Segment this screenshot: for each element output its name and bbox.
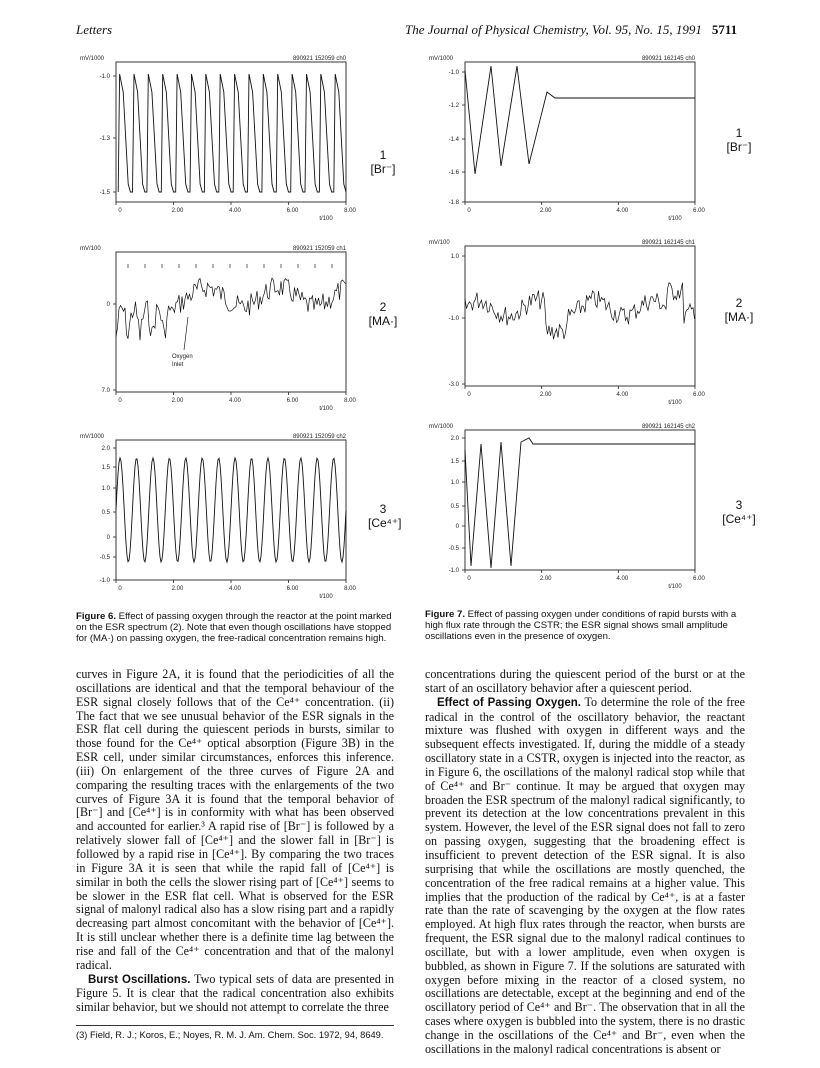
y-tick-label: -1.0 bbox=[448, 568, 459, 574]
left-column bbox=[76, 668, 394, 1015]
running-header-journal bbox=[405, 22, 737, 38]
running-header-section: Letters bbox=[76, 22, 113, 37]
fig7-label-br-num: 1 bbox=[735, 126, 743, 140]
trace-id-label: 890921 152059 ch0 bbox=[292, 56, 346, 62]
trace-id-label: 890921 152059 ch2 bbox=[292, 434, 346, 440]
y-tick-label: -1.6 bbox=[448, 170, 459, 176]
x-tick-label: 6.00 bbox=[286, 208, 299, 214]
y-tick-label: 2.0 bbox=[101, 446, 110, 452]
x-unit-label: t/100 bbox=[668, 584, 682, 590]
ma-trace bbox=[465, 283, 695, 340]
x-tick-label: 2.00 bbox=[171, 208, 184, 214]
corner-unit-label: mV/1000 bbox=[80, 56, 105, 62]
burst-text: Two typical sets of data are presented in Figure 5. It is clear that the radical concentration also exhibits similar behavior, but we should not attempt to correlate the three bbox=[76, 971, 394, 1015]
trace-id-label: 890921 162145 ch1 bbox=[641, 240, 695, 246]
ce-trace bbox=[465, 438, 695, 568]
y-tick-label: 0.5 bbox=[101, 510, 110, 516]
fig6-panel-br bbox=[76, 52, 366, 224]
plot-frame bbox=[465, 246, 695, 386]
y-tick-label: 1.0 bbox=[101, 486, 110, 492]
x-tick-label: 6.00 bbox=[693, 576, 705, 582]
y-tick-label: -1.2 bbox=[448, 103, 459, 109]
x-tick-label: 0 bbox=[118, 586, 122, 592]
corner-unit-label: mV/100 bbox=[429, 240, 450, 246]
fig6-label-br-text: [Br⁻] bbox=[370, 162, 396, 176]
corner-unit-label: mV/100 bbox=[80, 246, 101, 252]
x-tick-label: 2.00 bbox=[539, 208, 552, 214]
fig6-label-ce-text: [Ce⁴⁺] bbox=[368, 516, 402, 530]
trace-id-label: 890921 152059 ch1 bbox=[292, 246, 346, 252]
y-tick-label: 0 bbox=[106, 535, 110, 541]
trace-id-label: 890921 162145 ch0 bbox=[641, 56, 695, 62]
effect-paragraph bbox=[425, 696, 745, 1057]
y-tick-label: 1.5 bbox=[450, 459, 459, 465]
br-trace bbox=[465, 66, 695, 174]
x-tick-label: 4.00 bbox=[229, 398, 241, 404]
x-tick-label: 4.00 bbox=[616, 208, 629, 214]
y-tick-label: 0 bbox=[106, 302, 110, 308]
y-tick-label: -1.8 bbox=[448, 200, 459, 206]
y-tick-label: 0 bbox=[455, 524, 459, 530]
x-tick-label: 6.00 bbox=[693, 392, 705, 398]
journal-citation: The Journal of Physical Chemistry, Vol. 95, No. 15, 1991 bbox=[405, 22, 702, 37]
y-tick-label: -1.0 bbox=[99, 578, 110, 584]
plot-frame bbox=[465, 62, 695, 202]
fig6-label-br bbox=[368, 148, 398, 176]
burst-heading: Burst Oscillations. bbox=[88, 973, 191, 986]
y-tick-label: -1.0 bbox=[448, 316, 459, 322]
y-tick-label: -0.5 bbox=[99, 555, 110, 561]
x-tick-label: 4.00 bbox=[616, 576, 629, 582]
corner-unit-label: mV/1000 bbox=[80, 434, 105, 440]
x-unit-label: t/100 bbox=[668, 216, 682, 222]
fig7-label-ce bbox=[722, 498, 756, 526]
x-tick-label: 0 bbox=[118, 398, 122, 404]
fig6-label-ma bbox=[368, 300, 398, 328]
x-tick-label: 0 bbox=[467, 576, 471, 582]
corner-unit-label: mV/1000 bbox=[429, 56, 454, 62]
trace-id-label: 890921 162145 ch2 bbox=[641, 424, 695, 430]
fig6-caption-text: Effect of passing oxygen through the reactor at the point marked on the ESR spectrum (2). Note that even though oscillations have stopped for (MA·) on passing oxygen, the free-radical concentration remains high. bbox=[76, 611, 392, 645]
x-tick-label: 0 bbox=[467, 392, 471, 398]
plot-frame bbox=[465, 430, 695, 570]
fig6-panel-ce bbox=[76, 430, 366, 602]
fig7-label-ce-text: [Ce⁴⁺] bbox=[722, 512, 756, 526]
x-tick-label: 8.00 bbox=[344, 586, 356, 592]
right-intro: concentrations during the quiescent period of the burst or at the start of an oscillatory behavior after a quiescent period. bbox=[425, 667, 745, 695]
plot-frame bbox=[116, 252, 346, 392]
fig6-panel-ma bbox=[76, 242, 366, 414]
x-tick-label: 6.00 bbox=[693, 208, 705, 214]
x-unit-label: t/100 bbox=[319, 406, 333, 412]
y-tick-label: 1.0 bbox=[450, 480, 459, 486]
oxygen-annotation: Inlet bbox=[172, 362, 184, 368]
y-tick-label: -1.0 bbox=[99, 74, 110, 80]
fig6-label-ce-num: 3 bbox=[379, 502, 387, 516]
fig7-panel-br bbox=[425, 52, 715, 224]
x-tick-label: 4.00 bbox=[229, 208, 241, 214]
burst-paragraph bbox=[76, 973, 394, 1016]
fig6-label-ce bbox=[368, 502, 402, 530]
y-tick-label: -1.4 bbox=[448, 137, 459, 143]
br-trace bbox=[118, 74, 346, 192]
effect-heading: Effect of Passing Oxygen. bbox=[437, 696, 581, 709]
footnote-reference: (3) Field, R. J.; Koros, E.; Noyes, R. M. J. Am. Chem. Soc. 1972, 94, 8649. bbox=[76, 1030, 384, 1040]
y-tick-label: -0.5 bbox=[448, 546, 459, 552]
y-tick-label: -1.3 bbox=[99, 136, 110, 142]
x-tick-label: 8.00 bbox=[344, 398, 356, 404]
x-tick-label: 2.00 bbox=[539, 576, 552, 582]
x-tick-label: 2.00 bbox=[171, 586, 184, 592]
fig6-caption bbox=[76, 611, 394, 645]
fig7-label-ma-num: 2 bbox=[735, 296, 743, 310]
y-tick-label: -1.0 bbox=[448, 70, 459, 76]
fig7-label-ce-num: 3 bbox=[735, 498, 743, 512]
x-tick-label: 4.00 bbox=[616, 392, 629, 398]
x-tick-label: 4.00 bbox=[229, 586, 241, 592]
fig6-label-ma-num: 2 bbox=[379, 300, 387, 314]
fig6-label-br-num: 1 bbox=[379, 148, 387, 162]
effect-text: To determine the role of the free radical in the control of the oscillatory behavior, the reactant mixture was flushed with oxygen in different ways and the subsequent effects investigated. If, during the middle of a steady oscillatory state in a CSTR, oxygen is injected into the reactor, as in Figure 6, the oscillations of the malonyl radical stop while that of Ce⁴⁺ and Br⁻ continue. It may be argued that oxygen may broaden the ESR spectrum of the malonyl radical significantly, to prevent its detection at the low concentrations prevalent in this system. However, the level of the ESR signal does not fall to zero on passing oxygen, suggesting that the broadening effect is insufficient to prevent detection of the ESR signal. It is also surprising that while the oscillations are mostly quenched, the concentration of the free radical remains at a higher value. This implies that the production of the radical by Ce⁴⁺, is at a faster rate than the rate of scavenging by the oxygen at the flow rates employed. At high flux rates through the reactor, when bursts are frequent, the ESR signal due to the malonyl radical continues to oscillate, but with a lower amplitude, even when oxygen is bubbled, as shown in Figure 7. If the solutions are saturated with oxygen before mixing in the reactor of a closed system, no oscillations are detectable, except at the beginning and end of the oscillatory period of Ce⁴⁺ and Br⁻. The observation that in all the cases where oxygen is bubbled into the system, there is no drastic change in the oscillations of the Ce⁴⁺ and Br⁻, even when the oscillations in the malonyl radical concentrations is absent or bbox=[425, 694, 745, 1056]
footnote-rule bbox=[76, 1025, 394, 1026]
fig7-label-br bbox=[722, 126, 756, 154]
fig7-caption-head: Figure 7. bbox=[425, 609, 465, 620]
fig7-panel-ma bbox=[425, 236, 715, 408]
fig7-label-br-text: [Br⁻] bbox=[726, 140, 752, 154]
fig7-caption-text: Effect of passing oxygen under conditions of rapid bursts with a high flux rate through the CSTR; the ESR signal shows small amplitude oscillations even in the presence of oxygen. bbox=[425, 609, 737, 643]
x-tick-label: 6.00 bbox=[286, 586, 299, 592]
ma-trace bbox=[116, 278, 346, 340]
x-tick-label: 0 bbox=[467, 208, 471, 214]
x-tick-label: 6.00 bbox=[286, 398, 299, 404]
oxygen-arrow bbox=[184, 317, 188, 350]
y-tick-label: -3.0 bbox=[448, 382, 459, 388]
right-column bbox=[425, 668, 745, 1057]
fig7-label-ma-text: [MA·] bbox=[724, 310, 754, 324]
x-tick-label: 2.00 bbox=[539, 392, 552, 398]
x-tick-label: 8.00 bbox=[344, 208, 356, 214]
oxygen-annotation: Oxygen bbox=[172, 354, 193, 360]
fig6-label-ma-text: [MA·] bbox=[368, 314, 398, 328]
fig7-caption bbox=[425, 609, 743, 643]
ce-trace bbox=[116, 458, 346, 562]
y-tick-label: 1.5 bbox=[101, 465, 110, 471]
y-tick-label: 2.0 bbox=[450, 436, 459, 442]
x-tick-label: 0 bbox=[118, 208, 122, 214]
x-unit-label: t/100 bbox=[319, 216, 333, 222]
page-number: 5711 bbox=[711, 22, 738, 37]
y-tick-label: 1.0 bbox=[450, 254, 459, 260]
y-tick-label: -1.5 bbox=[99, 190, 110, 196]
left-paragraph: curves in Figure 2A, it is found that the periodicities of all the oscillations are identical and that the temporal behaviour of the ESR signal closely follows that of the Ce⁴⁺ concentration. (ii) The fact that we see unusual behavior of the ESR signals in the ESR flat cell during the quiescent periods in bursts, similar to those found for the Ce⁴⁺ optical absorption (Figure 3B) in the ESR cell, under similar circumstances, enforces this inference. (iii) On enlargement of the three curves of Figure 2A and comparing the resulting traces with the enlargements of the two curves of Figure 3A it is found that the temporal behavior of [Br⁻] and [Ce⁴⁺] is in conformity with what has been observed and accounted for earlier.³ A rapid rise of [Br⁻] is followed by a relatively slower fall of [Ce⁴⁺] and the slower fall in [Br⁻] is followed by a rapid rise in [Ce⁴⁺]. By comparing the two traces in Figure 3A it is seen that while the rapid fall of [Ce⁴⁺] is similar in both the cells the slower rising part of [Ce⁴⁺] seems to be slower in the ESR flat cell. What is observed for the ESR signal of malonyl radical also has a slow rising part and a rapidly decreasing part almost concomitant with the behavior of [Ce⁴⁺]. It is still unclear whether there is a definite time lag between the rise and fall of the Ce⁴⁺ concentration and that of the malonyl radical. bbox=[76, 667, 394, 972]
x-unit-label: t/100 bbox=[668, 400, 682, 406]
y-tick-label: 7.0 bbox=[101, 388, 110, 394]
fig7-label-ma bbox=[722, 296, 756, 324]
x-tick-label: 2.00 bbox=[171, 398, 184, 404]
fig7-panel-ce bbox=[425, 420, 715, 592]
y-tick-label: 0.5 bbox=[450, 504, 459, 510]
corner-unit-label: mV/1000 bbox=[429, 424, 454, 430]
fig6-caption-head: Figure 6. bbox=[76, 611, 116, 622]
x-unit-label: t/100 bbox=[319, 594, 333, 600]
